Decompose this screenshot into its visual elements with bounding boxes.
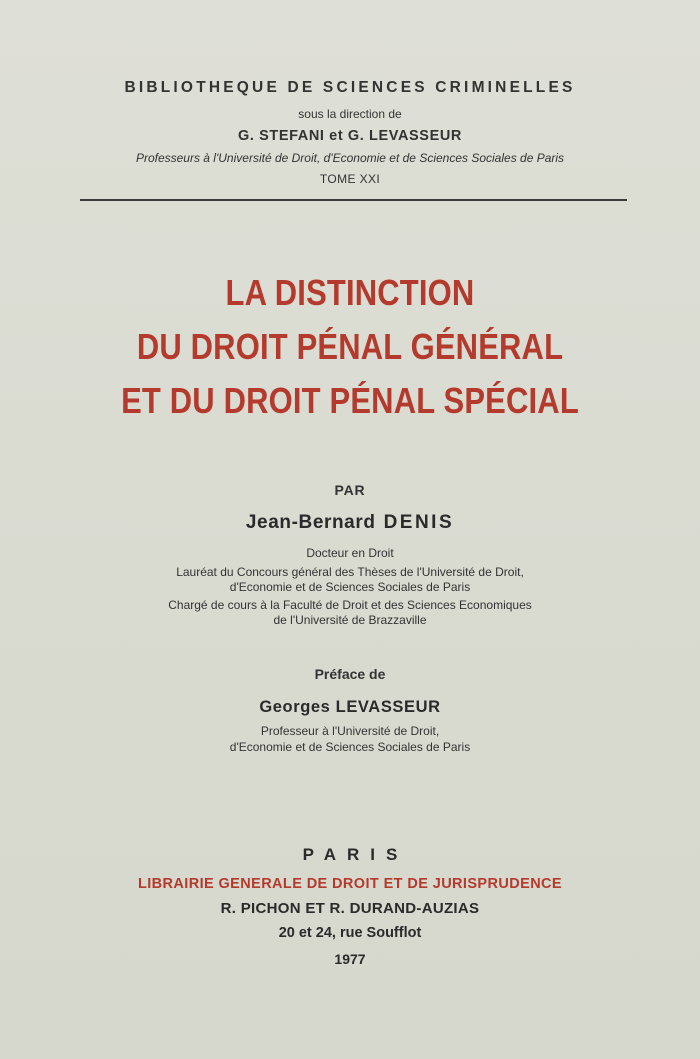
imprint-publisher: LIBRAIRIE GENERALE DE DROIT ET DE JURISPRUDENCE [137,876,563,892]
preface-author-name: Georges LEVASSEUR [259,698,441,716]
by-label: PAR [334,482,366,498]
imprint-address: 20 et 24, rue Soufflot [278,925,422,941]
author-credential: de l'Université de Brazzaville [273,613,427,627]
imprint-city: PARIS [302,845,409,864]
series-directors: G. STEFANI et G. LEVASSEUR [237,128,462,144]
preface-author-credential: Professeur à l'Université de Droit, [260,724,440,738]
author-credential: Lauréat du Concours général des Thèses de l'Université de Droit, [176,565,524,579]
book-title-line-2: DU DROIT PÉNAL GÉNÉRAL [136,326,564,367]
book-title-line-1: LA DISTINCTION [225,272,475,313]
author-surname: DENIS [383,512,455,533]
preface-author-credential: d'Economie et de Sciences Sociales de Paris [229,740,471,754]
series-title: BIBLIOTHEQUE DE SCIENCES CRIMINELLES [124,79,576,96]
author-credential: d'Economie et de Sciences Sociales de Paris [229,580,471,594]
directors-affiliation: Professeurs à l'Université de Droit, d'Economie et de Sciences Sociales de Paris [135,151,565,165]
author-credential: Chargé de cours à la Faculté de Droit et des Sciences Economiques [168,598,532,612]
author-credential: Docteur en Droit [306,546,394,560]
author-name [0,512,700,534]
preface-label: Préface de [314,666,386,682]
imprint-publisher-owners: R. PICHON ET R. DURAND-AUZIAS [220,900,480,917]
imprint-year: 1977 [334,951,366,967]
header-divider [80,199,627,201]
author-first-name: Jean-Bernard [245,512,376,533]
book-title-line-3: ET DU DROIT PÉNAL SPÉCIAL [121,380,579,421]
direction-label: sous la direction de [298,107,402,121]
tome-number: TOME XXI [319,172,381,186]
